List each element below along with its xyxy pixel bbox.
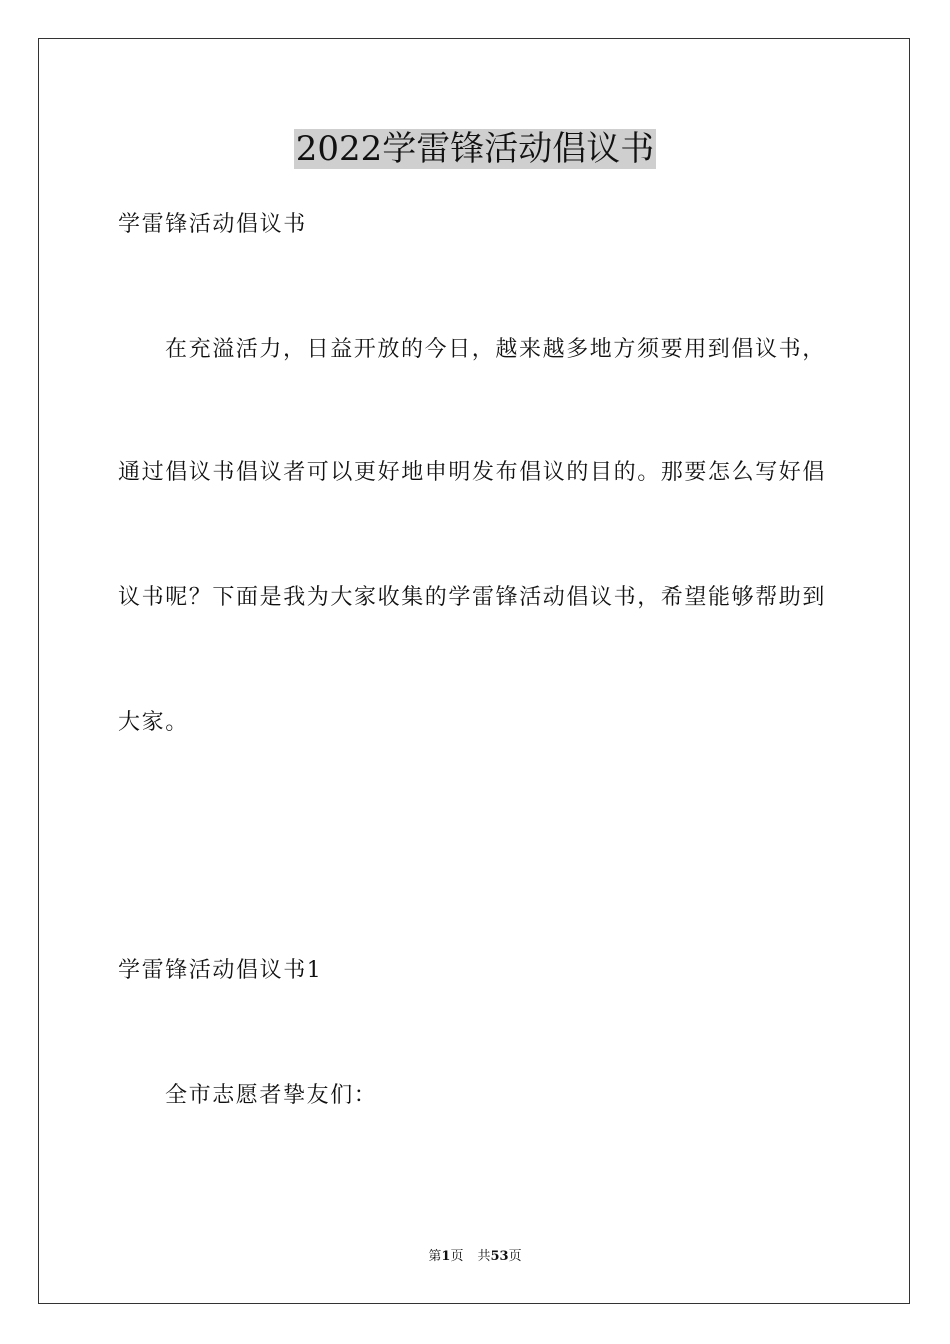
section-heading: 学雷锋活动倡议书1 [118,958,323,983]
footer-total-suffix: 页 [508,1249,522,1264]
document-title [0,128,950,170]
intro-paragraph-line-2: 通过倡议书倡议者可以更好地申明发布倡议的目的。那要怎么写好倡 [118,460,827,485]
intro-paragraph-line-1: 在充溢活力，日益开放的今日，越来越多地方须要用到倡议书， [165,337,826,362]
salutation: 全市志愿者挚友们： [165,1083,378,1108]
footer-page-total: 53 [490,1249,509,1264]
document-subtitle: 学雷锋活动倡议书 [118,212,307,237]
intro-paragraph-line-3: 议书呢？下面是我为大家收集的学雷锋活动倡议书，希望能够帮助到 [118,585,827,610]
footer-page-suffix: 页 [450,1249,464,1264]
footer-page-prefix: 第 [428,1249,442,1264]
document-title-text: 2022学雷锋活动倡议书 [295,129,655,169]
intro-paragraph-line-4: 大家。 [118,710,189,735]
page-footer [0,1248,950,1266]
footer-page-current: 1 [441,1249,451,1264]
footer-total-prefix: 共 [477,1249,491,1264]
